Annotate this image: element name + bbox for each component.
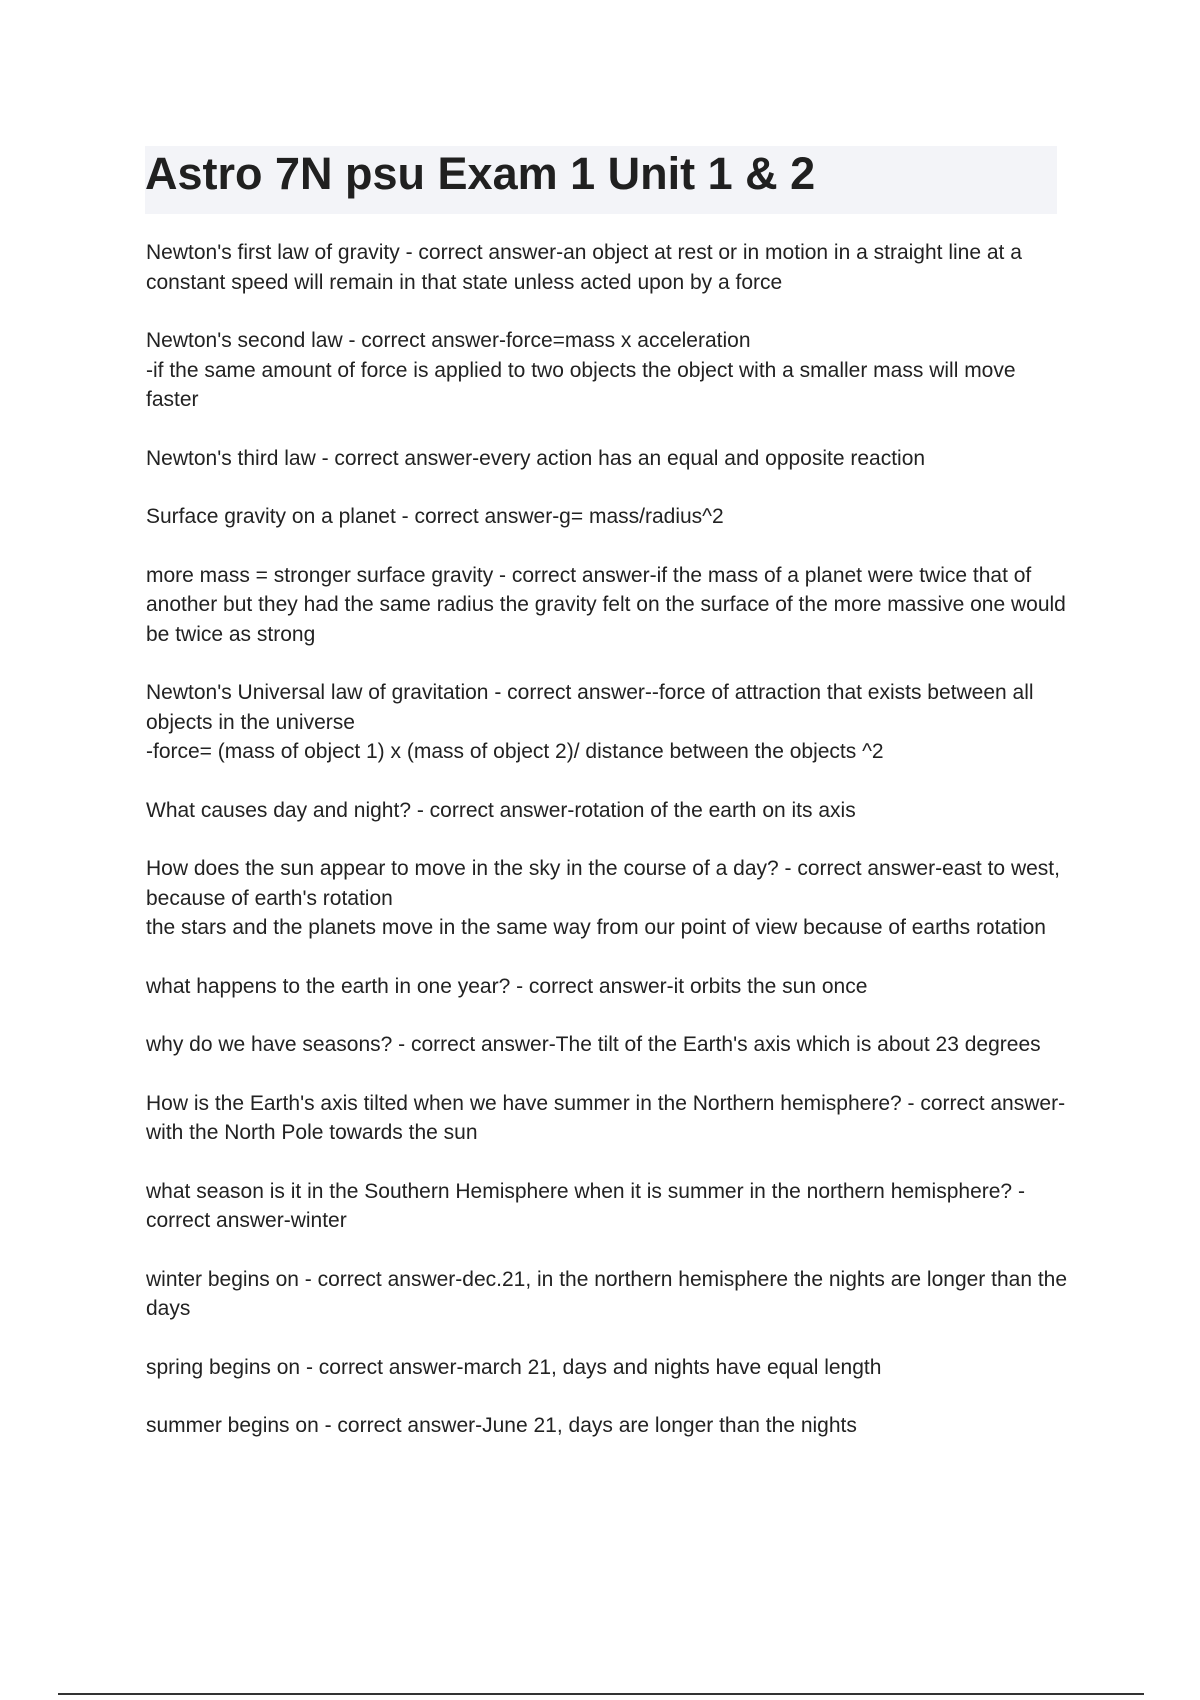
qa-entry-spring: spring begins on - correct answer-march 21, days and nights have equal length — [146, 1355, 882, 1379]
qa-entry-newton-first-law: Newton's first law of gravity - correct answer-an object at rest or in motion in a straight line at a constant speed will remain in that state unless acted upon by a force — [146, 241, 1022, 294]
qa-entry-sun-motion: How does the sun appear to move in the sky in the course of a day? - correct answer-east to west, because of earth's rotation the stars and the planets move in the same way from our point of view because of earths rotation — [146, 857, 1060, 939]
qa-entry-axis-tilt: How is the Earth's axis tilted when we have summer in the Northern hemisphere? - correct answer-with the North Pole towards the sun — [146, 1091, 1066, 1144]
qa-list — [146, 238, 1068, 1470]
qa-entry-newton-third-law: Newton's third law - correct answer-every action has an equal and opposite reaction — [146, 446, 926, 470]
qa-entry-day-and-night: What causes day and night? - correct answer-rotation of the earth on its axis — [146, 798, 856, 822]
qa-entry-newton-second-law: Newton's second law - correct answer-force=mass x acceleration -if the same amount of force is applied to two objects the object with a smaller mass will move faster — [146, 329, 1016, 411]
qa-entry-winter: winter begins on - correct answer-dec.21, in the northern hemisphere the nights are longer than the days — [146, 1267, 1068, 1320]
qa-entry-universal-gravitation: Newton's Universal law of gravitation - correct answer--force of attraction that exists between all objects in the universe -force= (mass of object 1) x (mass of object 2)/ distance between the objects ^2 — [146, 681, 1034, 763]
qa-entry-summer: summer begins on - correct answer-June 21, days are longer than the nights — [146, 1414, 857, 1437]
qa-entry-more-mass: more mass = stronger surface gravity - correct answer-if the mass of a planet were twice that of another but they had the same radius the gravity felt on the surface of the more massive one would be twice as strong — [146, 563, 1066, 646]
footer-rule — [58, 1693, 1144, 1695]
qa-entry-seasons: why do we have seasons? - correct answer-The tilt of the Earth's axis which is about 23 degrees — [146, 1033, 1041, 1056]
page-title: Astro 7N psu Exam 1 Unit 1 & 2 — [145, 148, 816, 199]
qa-entry-surface-gravity: Surface gravity on a planet - correct answer-g= mass/radius^2 — [146, 505, 724, 528]
qa-entry-one-year: what happens to the earth in one year? - correct answer-it orbits the sun once — [146, 974, 868, 998]
qa-entry-southern-season: what season is it in the Southern Hemisphere when it is summer in the northern hemisphere? - correct answer-winter — [146, 1179, 1025, 1232]
